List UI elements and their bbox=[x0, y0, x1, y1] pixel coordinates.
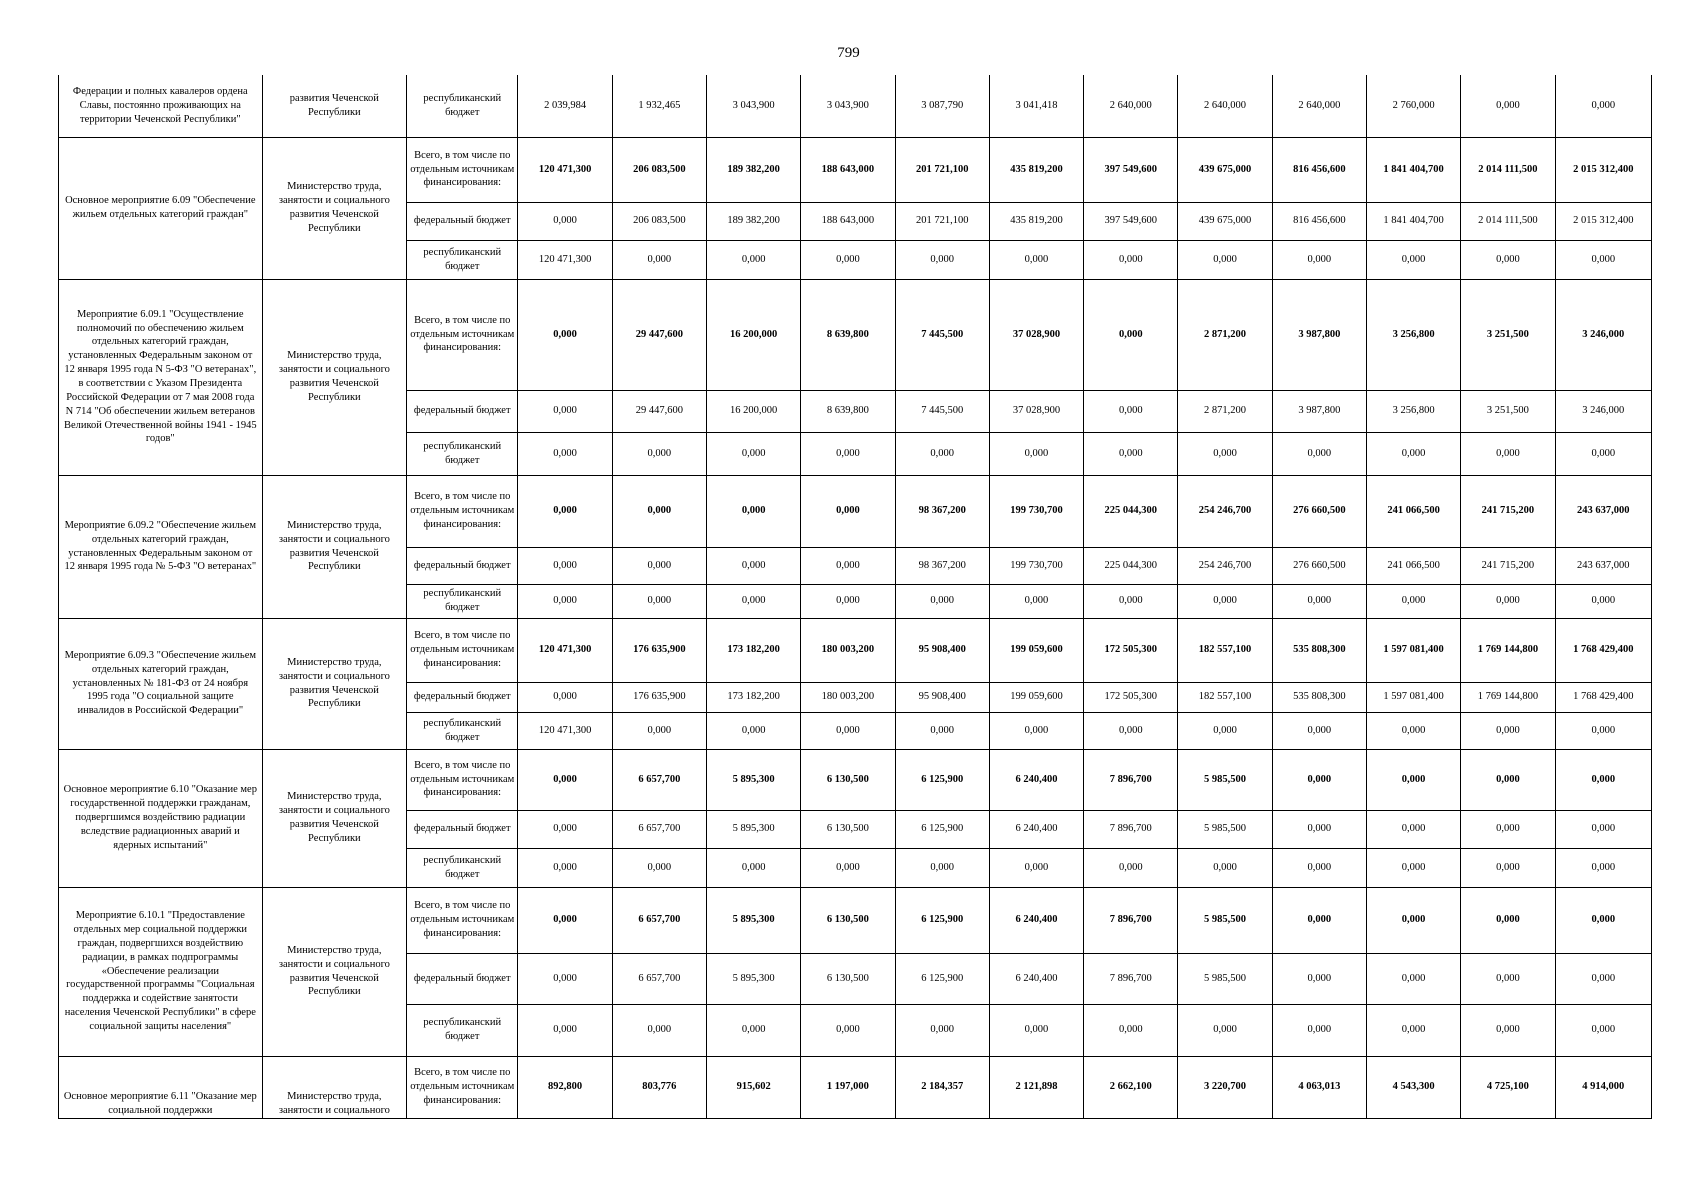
value-cell: 3 041,418 bbox=[989, 75, 1083, 137]
value-cell: 5 985,500 bbox=[1178, 887, 1272, 953]
value-cell: 0,000 bbox=[1272, 1004, 1366, 1056]
value-cell: 8 639,800 bbox=[801, 279, 895, 390]
executor-cell: Министерство труда, занятости и социального развития Чеченской Республики bbox=[262, 475, 406, 618]
value-cell: 241 066,500 bbox=[1366, 475, 1460, 547]
value-cell: 4 914,000 bbox=[1555, 1056, 1651, 1118]
value-cell: 0,000 bbox=[518, 953, 612, 1004]
funding-source-cell: Всего, в том числе по отдельным источникам финансирования: bbox=[407, 137, 518, 202]
value-cell: 0,000 bbox=[1555, 1004, 1651, 1056]
value-cell: 0,000 bbox=[1555, 848, 1651, 887]
value-cell: 0,000 bbox=[989, 584, 1083, 618]
value-cell: 0,000 bbox=[706, 848, 800, 887]
measure-name-cell: Основное мероприятие 6.10 "Оказание мер государственной поддержки гражданам, подвергшимся воздействию радиации вследствие радиационных аварий и ядерных испытаний" bbox=[59, 749, 263, 887]
funding-source-cell: федеральный бюджет bbox=[407, 953, 518, 1004]
value-cell: 5 895,300 bbox=[706, 810, 800, 848]
value-cell: 29 447,600 bbox=[612, 390, 706, 432]
value-cell: 0,000 bbox=[612, 712, 706, 749]
measure-name-cell: Мероприятие 6.09.3 "Обеспечение жильем отдельных категорий граждан, установленных № 181-ФЗ от 24 ноября 1995 года "О социальной защите инвалидов в Российской Федерации" bbox=[59, 618, 263, 749]
value-cell: 0,000 bbox=[518, 475, 612, 547]
value-cell: 0,000 bbox=[1272, 749, 1366, 810]
value-cell: 0,000 bbox=[1366, 810, 1460, 848]
value-cell: 0,000 bbox=[1555, 584, 1651, 618]
value-cell: 0,000 bbox=[1272, 712, 1366, 749]
value-cell: 243 637,000 bbox=[1555, 547, 1651, 584]
value-cell: 0,000 bbox=[1555, 432, 1651, 475]
value-cell: 176 635,900 bbox=[612, 682, 706, 712]
funding-source-cell: федеральный бюджет bbox=[407, 682, 518, 712]
value-cell: 176 635,900 bbox=[612, 618, 706, 682]
value-cell: 0,000 bbox=[518, 390, 612, 432]
value-cell: 243 637,000 bbox=[1555, 475, 1651, 547]
value-cell: 6 657,700 bbox=[612, 749, 706, 810]
value-cell: 95 908,400 bbox=[895, 618, 989, 682]
funding-source-cell: федеральный бюджет bbox=[407, 547, 518, 584]
value-cell: 0,000 bbox=[1178, 240, 1272, 279]
value-cell: 535 808,300 bbox=[1272, 618, 1366, 682]
value-cell: 201 721,100 bbox=[895, 202, 989, 240]
value-cell: 1 597 081,400 bbox=[1366, 618, 1460, 682]
value-cell: 0,000 bbox=[1461, 584, 1555, 618]
value-cell: 120 471,300 bbox=[518, 712, 612, 749]
value-cell: 6 240,400 bbox=[989, 953, 1083, 1004]
value-cell: 0,000 bbox=[1555, 240, 1651, 279]
value-cell: 241 066,500 bbox=[1366, 547, 1460, 584]
value-cell: 0,000 bbox=[518, 202, 612, 240]
funding-source-cell: республиканский бюджет bbox=[407, 848, 518, 887]
value-cell: 2 640,000 bbox=[1084, 75, 1178, 137]
value-cell: 0,000 bbox=[612, 1004, 706, 1056]
value-cell: 1 768 429,400 bbox=[1555, 682, 1651, 712]
value-cell: 0,000 bbox=[1084, 279, 1178, 390]
value-cell: 435 819,200 bbox=[989, 202, 1083, 240]
value-cell: 0,000 bbox=[1272, 953, 1366, 1004]
funding-source-cell: Всего, в том числе по отдельным источникам финансирования: bbox=[407, 749, 518, 810]
funding-source-cell: федеральный бюджет bbox=[407, 202, 518, 240]
value-cell: 1 841 404,700 bbox=[1366, 202, 1460, 240]
value-cell: 0,000 bbox=[518, 547, 612, 584]
value-cell: 6 130,500 bbox=[801, 953, 895, 1004]
value-cell: 0,000 bbox=[518, 887, 612, 953]
value-cell: 5 895,300 bbox=[706, 953, 800, 1004]
value-cell: 397 549,600 bbox=[1084, 137, 1178, 202]
value-cell: 0,000 bbox=[1084, 1004, 1178, 1056]
executor-cell: Министерство труда, занятости и социального развития Чеченской Республики bbox=[262, 749, 406, 887]
value-cell: 37 028,900 bbox=[989, 279, 1083, 390]
value-cell: 3 251,500 bbox=[1461, 390, 1555, 432]
value-cell: 0,000 bbox=[1461, 887, 1555, 953]
table-row bbox=[59, 75, 1652, 137]
value-cell: 7 896,700 bbox=[1084, 810, 1178, 848]
value-cell: 0,000 bbox=[612, 584, 706, 618]
value-cell: 6 125,900 bbox=[895, 887, 989, 953]
value-cell: 0,000 bbox=[1366, 887, 1460, 953]
value-cell: 172 505,300 bbox=[1084, 618, 1178, 682]
value-cell: 241 715,200 bbox=[1461, 475, 1555, 547]
value-cell: 2 871,200 bbox=[1178, 390, 1272, 432]
value-cell: 6 130,500 bbox=[801, 749, 895, 810]
funding-source-cell: Всего, в том числе по отдельным источникам финансирования: bbox=[407, 1056, 518, 1118]
value-cell: 535 808,300 bbox=[1272, 682, 1366, 712]
value-cell: 0,000 bbox=[895, 848, 989, 887]
value-cell: 0,000 bbox=[1084, 240, 1178, 279]
value-cell: 225 044,300 bbox=[1084, 475, 1178, 547]
value-cell: 2 015 312,400 bbox=[1555, 202, 1651, 240]
value-cell: 816 456,600 bbox=[1272, 202, 1366, 240]
value-cell: 2 014 111,500 bbox=[1461, 137, 1555, 202]
value-cell: 98 367,200 bbox=[895, 547, 989, 584]
value-cell: 7 445,500 bbox=[895, 390, 989, 432]
value-cell: 120 471,300 bbox=[518, 618, 612, 682]
value-cell: 2 015 312,400 bbox=[1555, 137, 1651, 202]
value-cell: 0,000 bbox=[989, 240, 1083, 279]
executor-cell: Министерство труда, занятости и социального развития Чеченской Республики bbox=[262, 618, 406, 749]
executor-cell: Министерство труда, занятости и социального развития Чеченской Республики bbox=[262, 887, 406, 1056]
table-row bbox=[59, 475, 1652, 547]
value-cell: 2 184,357 bbox=[895, 1056, 989, 1118]
funding-source-cell: федеральный бюджет bbox=[407, 390, 518, 432]
value-cell: 225 044,300 bbox=[1084, 547, 1178, 584]
value-cell: 0,000 bbox=[1084, 712, 1178, 749]
value-cell: 199 730,700 bbox=[989, 475, 1083, 547]
value-cell: 29 447,600 bbox=[612, 279, 706, 390]
value-cell: 0,000 bbox=[1272, 848, 1366, 887]
value-cell: 206 083,500 bbox=[612, 202, 706, 240]
value-cell: 0,000 bbox=[706, 1004, 800, 1056]
value-cell: 0,000 bbox=[1366, 712, 1460, 749]
value-cell: 189 382,200 bbox=[706, 137, 800, 202]
value-cell: 0,000 bbox=[1555, 749, 1651, 810]
value-cell: 5 985,500 bbox=[1178, 810, 1272, 848]
budget-table bbox=[58, 75, 1652, 1119]
value-cell: 0,000 bbox=[1555, 75, 1651, 137]
value-cell: 199 730,700 bbox=[989, 547, 1083, 584]
value-cell: 6 657,700 bbox=[612, 953, 706, 1004]
value-cell: 0,000 bbox=[801, 475, 895, 547]
value-cell: 0,000 bbox=[1461, 432, 1555, 475]
value-cell: 0,000 bbox=[895, 432, 989, 475]
value-cell: 1 841 404,700 bbox=[1366, 137, 1460, 202]
value-cell: 7 896,700 bbox=[1084, 953, 1178, 1004]
measure-name-cell: Мероприятие 6.09.2 "Обеспечение жильем отдельных категорий граждан, установленных Федеральным законом от 12 января 1995 года № 5-ФЗ "О ветеранах" bbox=[59, 475, 263, 618]
value-cell: 0,000 bbox=[1461, 1004, 1555, 1056]
value-cell: 1 197,000 bbox=[801, 1056, 895, 1118]
value-cell: 3 256,800 bbox=[1366, 279, 1460, 390]
value-cell: 0,000 bbox=[1366, 432, 1460, 475]
value-cell: 0,000 bbox=[1178, 584, 1272, 618]
value-cell: 0,000 bbox=[989, 1004, 1083, 1056]
value-cell: 3 987,800 bbox=[1272, 390, 1366, 432]
value-cell: 435 819,200 bbox=[989, 137, 1083, 202]
value-cell: 0,000 bbox=[612, 475, 706, 547]
value-cell: 0,000 bbox=[801, 712, 895, 749]
measure-name-cell: Федерации и полных кавалеров ордена Славы, постоянно проживающих на территории Чеченской Республики" bbox=[59, 75, 263, 137]
value-cell: 0,000 bbox=[1461, 810, 1555, 848]
value-cell: 98 367,200 bbox=[895, 475, 989, 547]
value-cell: 3 246,000 bbox=[1555, 390, 1651, 432]
funding-source-cell: республиканский бюджет bbox=[407, 1004, 518, 1056]
table-row bbox=[59, 279, 1652, 390]
value-cell: 0,000 bbox=[518, 1004, 612, 1056]
funding-source-cell: федеральный бюджет bbox=[407, 810, 518, 848]
value-cell: 0,000 bbox=[1178, 848, 1272, 887]
value-cell: 276 660,500 bbox=[1272, 475, 1366, 547]
value-cell: 0,000 bbox=[801, 584, 895, 618]
value-cell: 2 039,984 bbox=[518, 75, 612, 137]
value-cell: 182 557,100 bbox=[1178, 618, 1272, 682]
value-cell: 254 246,700 bbox=[1178, 475, 1272, 547]
value-cell: 172 505,300 bbox=[1084, 682, 1178, 712]
value-cell: 2 760,000 bbox=[1366, 75, 1460, 137]
value-cell: 5 895,300 bbox=[706, 749, 800, 810]
value-cell: 397 549,600 bbox=[1084, 202, 1178, 240]
value-cell: 0,000 bbox=[706, 475, 800, 547]
value-cell: 0,000 bbox=[801, 1004, 895, 1056]
value-cell: 0,000 bbox=[989, 848, 1083, 887]
value-cell: 0,000 bbox=[612, 240, 706, 279]
measure-name-cell: Мероприятие 6.09.1 "Осуществление полномочий по обеспечению жильем отдельных категорий граждан, установленных Федеральным законом от 12 января 1995 года N 5-ФЗ "О ветеранах", в соответствии с Указом Президента Российской Федерации от 7 мая 2008 года N 714 "Об обеспечении жильем ветеранов Великой Отечественной войны 1941 - 1945 годов" bbox=[59, 279, 263, 475]
value-cell: 3 256,800 bbox=[1366, 390, 1460, 432]
value-cell: 16 200,000 bbox=[706, 279, 800, 390]
value-cell: 0,000 bbox=[612, 848, 706, 887]
value-cell: 0,000 bbox=[1461, 712, 1555, 749]
value-cell: 3 043,900 bbox=[801, 75, 895, 137]
value-cell: 0,000 bbox=[1555, 953, 1651, 1004]
value-cell: 6 240,400 bbox=[989, 887, 1083, 953]
value-cell: 199 059,600 bbox=[989, 682, 1083, 712]
funding-source-cell: республиканский бюджет bbox=[407, 432, 518, 475]
value-cell: 0,000 bbox=[1366, 749, 1460, 810]
table-row bbox=[59, 137, 1652, 202]
value-cell: 0,000 bbox=[1461, 953, 1555, 1004]
value-cell: 173 182,200 bbox=[706, 682, 800, 712]
value-cell: 0,000 bbox=[706, 584, 800, 618]
value-cell: 0,000 bbox=[518, 279, 612, 390]
value-cell: 0,000 bbox=[1084, 390, 1178, 432]
value-cell: 7 896,700 bbox=[1084, 887, 1178, 953]
value-cell: 5 985,500 bbox=[1178, 953, 1272, 1004]
value-cell: 0,000 bbox=[1178, 1004, 1272, 1056]
value-cell: 173 182,200 bbox=[706, 618, 800, 682]
value-cell: 0,000 bbox=[1555, 810, 1651, 848]
value-cell: 0,000 bbox=[706, 712, 800, 749]
value-cell: 0,000 bbox=[1084, 848, 1178, 887]
funding-source-cell: республиканский бюджет bbox=[407, 712, 518, 749]
value-cell: 0,000 bbox=[1555, 887, 1651, 953]
value-cell: 189 382,200 bbox=[706, 202, 800, 240]
value-cell: 0,000 bbox=[1084, 432, 1178, 475]
value-cell: 0,000 bbox=[801, 240, 895, 279]
value-cell: 0,000 bbox=[895, 584, 989, 618]
value-cell: 180 003,200 bbox=[801, 682, 895, 712]
value-cell: 5 985,500 bbox=[1178, 749, 1272, 810]
value-cell: 3 246,000 bbox=[1555, 279, 1651, 390]
value-cell: 95 908,400 bbox=[895, 682, 989, 712]
value-cell: 5 895,300 bbox=[706, 887, 800, 953]
value-cell: 0,000 bbox=[1366, 953, 1460, 1004]
value-cell: 120 471,300 bbox=[518, 137, 612, 202]
value-cell: 6 125,900 bbox=[895, 749, 989, 810]
executor-cell: Министерство труда, занятости и социального развития Чеченской Республики bbox=[262, 279, 406, 475]
value-cell: 2 662,100 bbox=[1084, 1056, 1178, 1118]
table-row bbox=[59, 1056, 1652, 1118]
value-cell: 0,000 bbox=[612, 432, 706, 475]
value-cell: 3 220,700 bbox=[1178, 1056, 1272, 1118]
value-cell: 0,000 bbox=[895, 1004, 989, 1056]
value-cell: 6 125,900 bbox=[895, 810, 989, 848]
value-cell: 188 643,000 bbox=[801, 137, 895, 202]
value-cell: 8 639,800 bbox=[801, 390, 895, 432]
funding-source-cell: республиканский бюджет bbox=[407, 240, 518, 279]
value-cell: 0,000 bbox=[1366, 240, 1460, 279]
measure-name-cell: Основное мероприятие 6.09 "Обеспечение жильем отдельных категорий граждан" bbox=[59, 137, 263, 279]
executor-cell: Министерство труда, занятости и социального развития Чеченской Республики bbox=[262, 137, 406, 279]
value-cell: 439 675,000 bbox=[1178, 137, 1272, 202]
value-cell: 0,000 bbox=[1178, 712, 1272, 749]
funding-source-cell: республиканский бюджет bbox=[407, 75, 518, 137]
value-cell: 0,000 bbox=[706, 240, 800, 279]
value-cell: 0,000 bbox=[801, 432, 895, 475]
value-cell: 182 557,100 bbox=[1178, 682, 1272, 712]
value-cell: 1 769 144,800 bbox=[1461, 682, 1555, 712]
value-cell: 0,000 bbox=[1084, 584, 1178, 618]
value-cell: 180 003,200 bbox=[801, 618, 895, 682]
value-cell: 241 715,200 bbox=[1461, 547, 1555, 584]
value-cell: 6 657,700 bbox=[612, 887, 706, 953]
value-cell: 0,000 bbox=[895, 240, 989, 279]
value-cell: 1 932,465 bbox=[612, 75, 706, 137]
funding-source-cell: Всего, в том числе по отдельным источникам финансирования: bbox=[407, 475, 518, 547]
table-row bbox=[59, 749, 1652, 810]
value-cell: 0,000 bbox=[1272, 810, 1366, 848]
value-cell: 0,000 bbox=[706, 432, 800, 475]
value-cell: 2 121,898 bbox=[989, 1056, 1083, 1118]
funding-source-cell: республиканский бюджет bbox=[407, 584, 518, 618]
value-cell: 915,602 bbox=[706, 1056, 800, 1118]
value-cell: 254 246,700 bbox=[1178, 547, 1272, 584]
value-cell: 0,000 bbox=[1366, 848, 1460, 887]
executor-cell: Министерство труда, занятости и социального bbox=[262, 1056, 406, 1118]
value-cell: 0,000 bbox=[1555, 712, 1651, 749]
value-cell: 6 240,400 bbox=[989, 810, 1083, 848]
value-cell: 0,000 bbox=[706, 547, 800, 584]
value-cell: 6 130,500 bbox=[801, 887, 895, 953]
value-cell: 199 059,600 bbox=[989, 618, 1083, 682]
value-cell: 816 456,600 bbox=[1272, 137, 1366, 202]
value-cell: 6 657,700 bbox=[612, 810, 706, 848]
value-cell: 16 200,000 bbox=[706, 390, 800, 432]
value-cell: 0,000 bbox=[518, 749, 612, 810]
value-cell: 1 768 429,400 bbox=[1555, 618, 1651, 682]
value-cell: 3 043,900 bbox=[706, 75, 800, 137]
value-cell: 276 660,500 bbox=[1272, 547, 1366, 584]
value-cell: 0,000 bbox=[1272, 887, 1366, 953]
value-cell: 0,000 bbox=[1461, 749, 1555, 810]
value-cell: 2 640,000 bbox=[1178, 75, 1272, 137]
value-cell: 1 597 081,400 bbox=[1366, 682, 1460, 712]
value-cell: 188 643,000 bbox=[801, 202, 895, 240]
value-cell: 0,000 bbox=[801, 848, 895, 887]
executor-cell: развития Чеченской Республики bbox=[262, 75, 406, 137]
value-cell: 2 640,000 bbox=[1272, 75, 1366, 137]
value-cell: 0,000 bbox=[518, 682, 612, 712]
value-cell: 803,776 bbox=[612, 1056, 706, 1118]
value-cell: 0,000 bbox=[1366, 584, 1460, 618]
value-cell: 0,000 bbox=[1366, 1004, 1460, 1056]
value-cell: 0,000 bbox=[1461, 848, 1555, 887]
measure-name-cell: Мероприятие 6.10.1 "Предоставление отдельных мер социальной поддержки граждан, подвергшихся воздействию радиации, в рамках подпрограммы «Обеспечение реализации государственной программы "Социальная поддержка и содействие занятости населения Чеченской Республики" в сфере социальной защиты населения" bbox=[59, 887, 263, 1056]
value-cell: 7 445,500 bbox=[895, 279, 989, 390]
funding-source-cell: Всего, в том числе по отдельным источникам финансирования: bbox=[407, 618, 518, 682]
value-cell: 892,800 bbox=[518, 1056, 612, 1118]
value-cell: 6 240,400 bbox=[989, 749, 1083, 810]
value-cell: 6 125,900 bbox=[895, 953, 989, 1004]
value-cell: 206 083,500 bbox=[612, 137, 706, 202]
value-cell: 7 896,700 bbox=[1084, 749, 1178, 810]
table-row bbox=[59, 887, 1652, 953]
page-number: 799 bbox=[837, 45, 860, 61]
value-cell: 0,000 bbox=[895, 712, 989, 749]
measure-name-cell: Основное мероприятие 6.11 "Оказание мер социальной поддержки bbox=[59, 1056, 263, 1118]
value-cell: 0,000 bbox=[989, 712, 1083, 749]
value-cell: 0,000 bbox=[1272, 432, 1366, 475]
value-cell: 4 063,013 bbox=[1272, 1056, 1366, 1118]
value-cell: 3 251,500 bbox=[1461, 279, 1555, 390]
value-cell: 6 130,500 bbox=[801, 810, 895, 848]
value-cell: 439 675,000 bbox=[1178, 202, 1272, 240]
table-row bbox=[59, 618, 1652, 682]
value-cell: 0,000 bbox=[612, 547, 706, 584]
value-cell: 0,000 bbox=[1272, 240, 1366, 279]
value-cell: 201 721,100 bbox=[895, 137, 989, 202]
value-cell: 0,000 bbox=[1272, 584, 1366, 618]
value-cell: 3 087,790 bbox=[895, 75, 989, 137]
value-cell: 0,000 bbox=[1178, 432, 1272, 475]
value-cell: 0,000 bbox=[518, 810, 612, 848]
value-cell: 0,000 bbox=[518, 584, 612, 618]
value-cell: 120 471,300 bbox=[518, 240, 612, 279]
value-cell: 0,000 bbox=[1461, 75, 1555, 137]
funding-source-cell: Всего, в том числе по отдельным источникам финансирования: bbox=[407, 279, 518, 390]
value-cell: 2 871,200 bbox=[1178, 279, 1272, 390]
value-cell: 3 987,800 bbox=[1272, 279, 1366, 390]
funding-source-cell: Всего, в том числе по отдельным источникам финансирования: bbox=[407, 887, 518, 953]
value-cell: 0,000 bbox=[801, 547, 895, 584]
value-cell: 0,000 bbox=[989, 432, 1083, 475]
value-cell: 0,000 bbox=[1461, 240, 1555, 279]
value-cell: 0,000 bbox=[518, 848, 612, 887]
value-cell: 37 028,900 bbox=[989, 390, 1083, 432]
value-cell: 4 725,100 bbox=[1461, 1056, 1555, 1118]
value-cell: 1 769 144,800 bbox=[1461, 618, 1555, 682]
value-cell: 0,000 bbox=[518, 432, 612, 475]
value-cell: 2 014 111,500 bbox=[1461, 202, 1555, 240]
value-cell: 4 543,300 bbox=[1366, 1056, 1460, 1118]
